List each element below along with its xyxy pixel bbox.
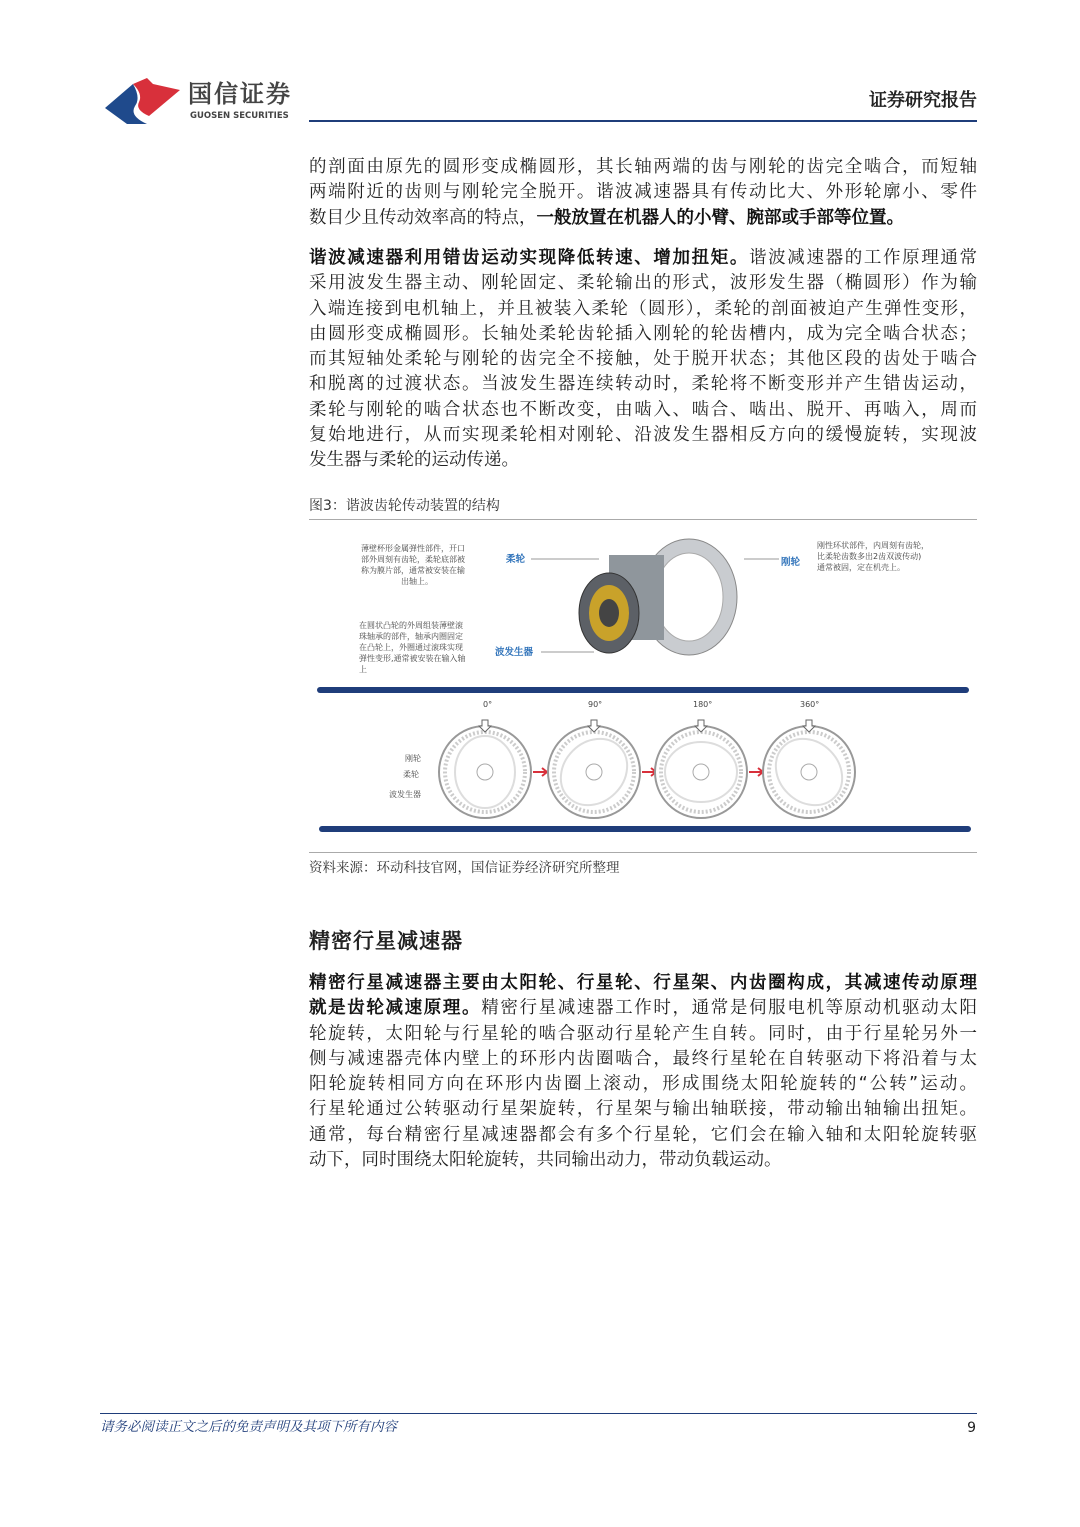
phase-gears bbox=[439, 720, 856, 819]
svg-text:称为膜片部，通常被安装在输: 称为膜片部，通常被安装在输 bbox=[361, 566, 465, 575]
band-top bbox=[317, 687, 969, 693]
text-line: 精密行星减速器主要由太阳轮、行星轮、行星架、内齿圈构成，其减速传动原理 bbox=[309, 973, 977, 993]
svg-text:在凸轮上，外圈通过滚珠实现: 在凸轮上，外圈通过滚珠实现 bbox=[359, 643, 463, 652]
text-line: 数目少且传动效率高的特点，一般放置在机器人的小臂、腕部或手部等位置。 bbox=[309, 207, 904, 228]
text-line: 柔轮与刚轮的啮合状态也不断改变，由啮入、啮合、啮出、脱开、再啮入，周而 bbox=[309, 399, 977, 420]
paragraph-2 bbox=[309, 246, 977, 474]
svg-text:比柔轮齿数多出2齿双波传动): 比柔轮齿数多出2齿双波传动) bbox=[817, 552, 922, 561]
svg-text:在圆状凸轮的外周组装薄壁滚: 在圆状凸轮的外周组装薄壁滚 bbox=[359, 621, 463, 630]
guosen-logo bbox=[105, 76, 185, 126]
text-line: 就是齿轮减速原理。精密行星减速器工作时，通常是伺服电机等原动机驱动太阳 bbox=[309, 998, 978, 1019]
svg-text:出轴上。: 出轴上。 bbox=[401, 577, 433, 586]
text-line: 通常，每台精密行星减速器都会有多个行星轮，它们会在输入轴和太阳轮旋转驱 bbox=[309, 1124, 977, 1145]
svg-text:刚性环状部件，内周刻有齿轮，: 刚性环状部件，内周刻有齿轮， bbox=[817, 541, 929, 550]
small-label-flexspline: 柔轮 bbox=[403, 770, 419, 779]
figure-top-rule bbox=[309, 519, 977, 520]
small-label-circular-spline: 刚轮 bbox=[405, 754, 421, 763]
text-line: 和脱离的过渡状态。当波发生器连续转动时，柔轮将不断变形并产生错齿运动， bbox=[309, 374, 977, 395]
wave-generator-note bbox=[359, 620, 466, 674]
text-line: 由圆形变成椭圆形。长轴处柔轮齿轮插入刚轮的轮齿槽内，成为完全啮合状态； bbox=[309, 323, 977, 344]
figure-title: 图3：谐波齿轮传动装置的结构 bbox=[309, 498, 500, 514]
text-line: 而其短轴处柔轮与刚轮的齿完全不接触，处于脱开状态；其他区段的齿处于啮合 bbox=[309, 349, 977, 370]
svg-text:部外周刻有齿轮，柔轮底部被: 部外周刻有齿轮，柔轮底部被 bbox=[361, 555, 465, 564]
text-line: 入端连接到电机轴上，并且被装入柔轮（圆形），柔轮的剖面被迫产生弹性变形， bbox=[309, 298, 977, 319]
phase-arrow-icon bbox=[642, 768, 656, 776]
wave-generator-label: 波发生器 bbox=[495, 647, 534, 658]
flexspline-note bbox=[361, 543, 465, 586]
text-line: 行星轮通过公转驱动行星架旋转，行星架与输出轴联接，带动输出轴输出扭矩。 bbox=[309, 1099, 977, 1120]
text-line: 动下，同时围绕太阳轮旋转，共同输出动力，带动负载运动。 bbox=[309, 1150, 782, 1171]
harmonic-drive-figure bbox=[309, 525, 977, 845]
paragraph-1 bbox=[309, 155, 977, 231]
page-number: 9 bbox=[967, 1420, 976, 1436]
angle-label: 360° bbox=[800, 700, 820, 709]
figure-bottom-rule bbox=[309, 852, 977, 853]
harmonic-drive-illustration bbox=[579, 539, 737, 655]
logo-text-en: GUOSEN SECURITIES bbox=[190, 111, 289, 121]
footer-disclaimer: 请务必阅读正文之后的免责声明及其项下所有内容 bbox=[100, 1419, 397, 1435]
flexspline-label: 柔轮 bbox=[506, 554, 526, 565]
text-line: 采用波发生器主动、刚轮固定、柔轮输出的形式，波形发生器（椭圆形）作为输 bbox=[309, 273, 977, 294]
gear-phase-3 bbox=[762, 720, 855, 819]
footer-divider bbox=[100, 1413, 977, 1414]
svg-text:薄壁杯形金属弹性部件，开口: 薄壁杯形金属弹性部件，开口 bbox=[361, 544, 465, 553]
text-line: 轮旋转，太阳轮与行星轮的啮合驱动行星轮产生自转。同时，由于行星轮另外一 bbox=[309, 1023, 977, 1044]
circular-spline-note bbox=[817, 540, 929, 573]
text-line: 两端附近的齿则与刚轮完全脱开。谐波减速器具有传动比大、外形轮廓小、零件 bbox=[309, 182, 977, 203]
svg-text:通常被固，定在机壳上。: 通常被固，定在机壳上。 bbox=[817, 563, 905, 572]
text-line: 阳轮旋转相同方向在环形内齿圈上滚动，形成围绕太阳轮旋转的“公转”运动。 bbox=[309, 1074, 977, 1095]
angle-label: 0° bbox=[483, 700, 493, 709]
circular-spline-ring bbox=[439, 726, 531, 818]
small-label-wave-generator: 波发生器 bbox=[389, 790, 421, 799]
text-line: 复始地进行，从而实现柔轮相对刚轮、沿波发生器相反方向的缓慢旋转，实现波 bbox=[309, 425, 977, 446]
logo-text-cn: 国信证券 bbox=[188, 80, 292, 108]
text-line: 发生器与柔轮的运动传递。 bbox=[309, 450, 519, 471]
text-line: 的剖面由原先的圆形变成椭圆形，其长轴两端的齿与刚轮的齿完全啮合，而短轴 bbox=[309, 157, 977, 177]
phase-arrow-icon bbox=[749, 768, 763, 776]
paragraph-3 bbox=[309, 971, 977, 1173]
circular-spline-ring bbox=[655, 726, 747, 818]
gear-phase-2 bbox=[655, 720, 763, 818]
angle-label: 180° bbox=[693, 700, 713, 709]
figure-source: 资料来源：环动科技官网，国信证券经济研究所整理 bbox=[309, 860, 620, 876]
text-line: 谐波减速器利用错齿运动实现降低转速、增加扭矩。谐波减速器的工作原理通常 bbox=[309, 248, 978, 268]
svg-text:珠轴承的部件，轴承内圈固定: 珠轴承的部件，轴承内圈固定 bbox=[359, 632, 463, 641]
circular-spline-label: 刚轮 bbox=[781, 557, 801, 568]
header-divider bbox=[309, 120, 977, 122]
gear-phase-1 bbox=[547, 720, 656, 819]
gear-phase-0 bbox=[439, 720, 547, 818]
angle-label: 90° bbox=[588, 700, 603, 709]
report-type: 证券研究报告 bbox=[869, 90, 977, 111]
band-bottom bbox=[319, 826, 971, 832]
section-title: 精密行星减速器 bbox=[309, 929, 463, 953]
svg-text:弹性变形,通常被安装在输入轴: 弹性变形,通常被安装在输入轴 bbox=[359, 654, 466, 663]
phase-arrow-icon bbox=[533, 768, 547, 776]
text-line: 侧与减速器壳体内壁上的环形内齿圈啮合，最终行星轮在自转驱动下将沿着与太 bbox=[309, 1048, 977, 1069]
svg-text:上: 上 bbox=[359, 665, 367, 674]
